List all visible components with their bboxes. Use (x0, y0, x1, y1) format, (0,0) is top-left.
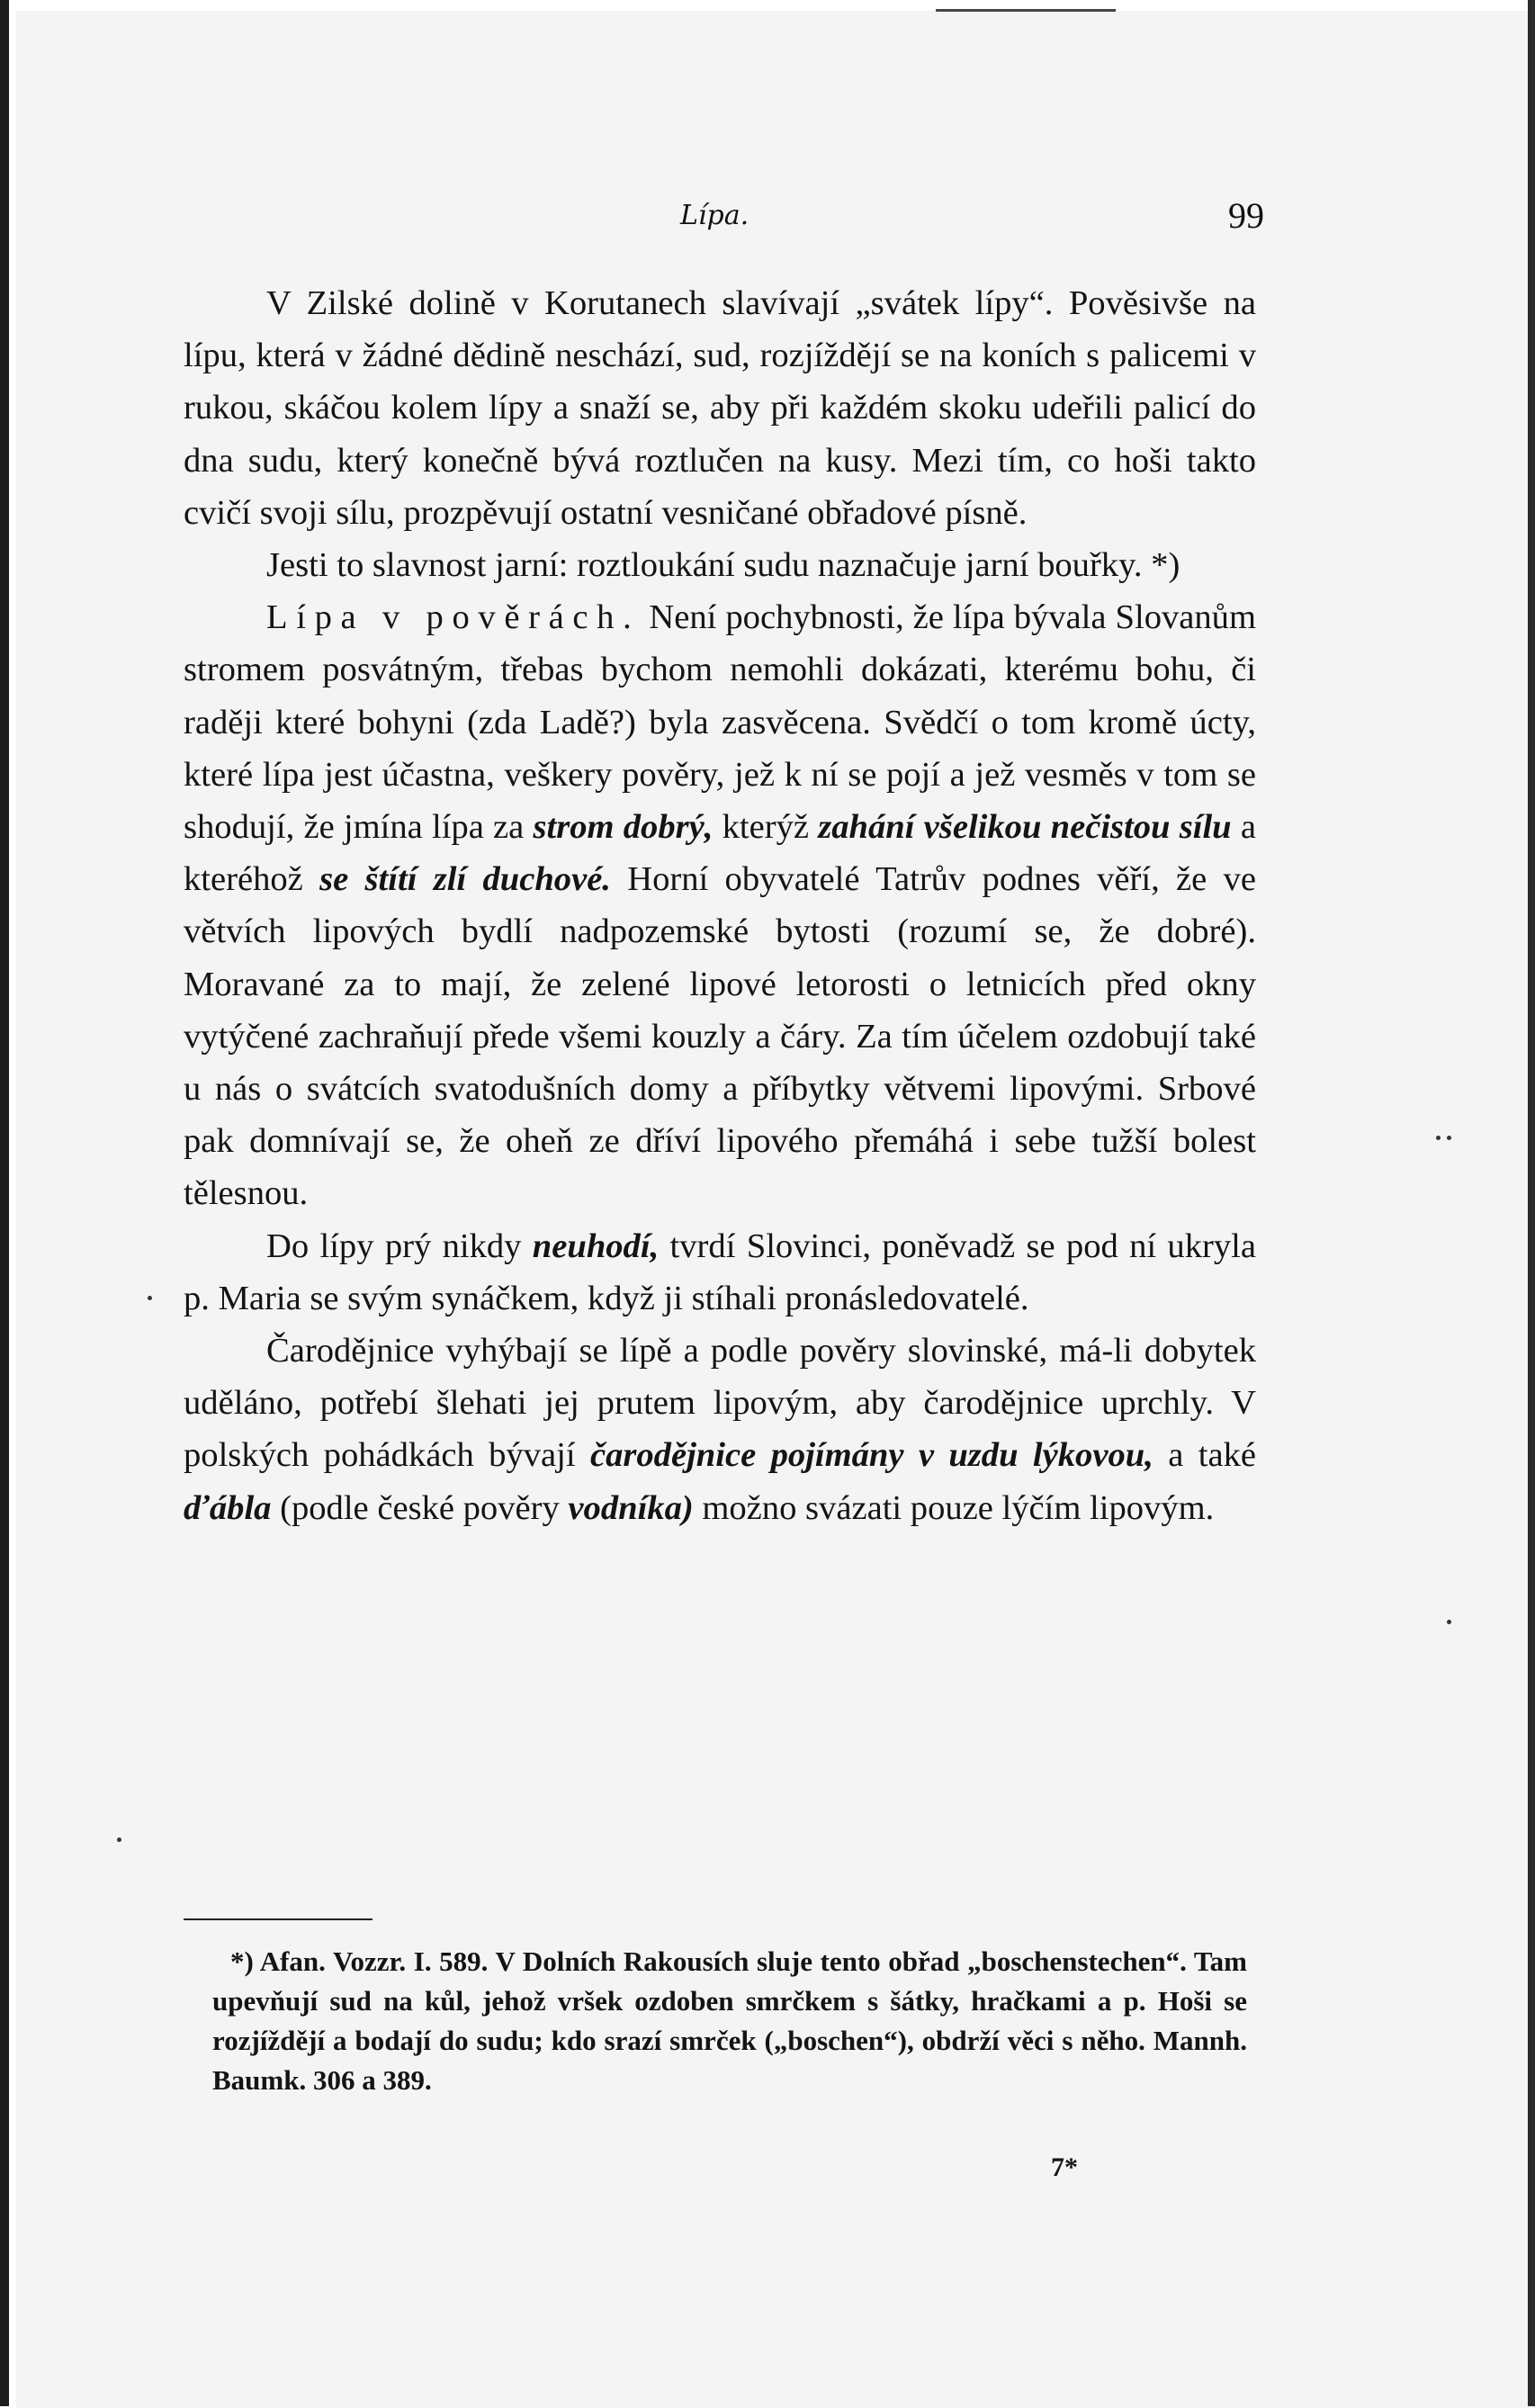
text-run: (podle české pověry (280, 1488, 560, 1527)
text-run: Není pochybnosti, že lípa bývala Slovanům stromem posvátným, třebas bychom nemohli dokázati, kterému bohu, či raději které bohyni (zda Ladě?) byla zasvěcena. Svědčí o tom kromě úcty, které lípa jest účastna, veškery pověry, jež k ní se pojí a jež vesměs v tom se shodují, že jmína lípa za (184, 598, 1256, 847)
italic-run: čarodějnice pojímány v uzdu lýkovou, (589, 1436, 1153, 1475)
text-run: a kteréhož (184, 808, 1256, 899)
text-run: a také (1168, 1436, 1256, 1475)
footnote-rule (184, 1918, 373, 1920)
section-heading: Lípa v pověrách. (266, 598, 641, 637)
scan-left-edge (0, 0, 9, 2406)
paragraph-1: V Zilské dolině v Korutanech slavívají „svátek lípy“. Pověsivše na lípu, která v žádné dědině neschází, sud, rozjíždějí se na koních s palicemi v rukou, skáčou kolem lípy a snaží se, aby při každém skoku udeřili palicí do dna sudu, který konečně bývá roztlučen na kusy. Mezi tím, co hoši takto cvičí svoji sílu, prozpěvují ostatní vesničané obřadové písně. (184, 284, 1256, 532)
scan-speck (148, 1296, 152, 1300)
text-run: kterýž (722, 808, 810, 847)
paragraph-4 (184, 1220, 1256, 1325)
page-number: 99 (1228, 195, 1264, 236)
scan-right-edge (1528, 0, 1535, 2406)
scan-speck (1447, 1136, 1451, 1140)
scan-top-edge-mark (936, 9, 1116, 12)
paragraph-2: Jesti to slavnost jarní: roztloukání sudu naznačuje jarní bouřky. *) (266, 546, 1180, 585)
scan-speck (1436, 1136, 1441, 1140)
footnote: *) Afan. Vozzr. I. 589. V Dolních Rakousích sluje tento obřad „boschenstechen“. Tam upevňují sud na kůl, jehož vršek ozdoben smrčkem s šátky, hračkami a p. Hoši se rozjíždějí a bodají do sudu; kdo srazí smrček („boschen“), obdrží věci s něho. Mannh. Baumk. 306 a 389. (212, 1945, 1247, 2096)
text-run: Horní obyvatelé Tatrův podnes věří, že ve větvích lipových bydlí nadpozemské bytosti (rozumí se, že dobré). Moravané za to mají, že zelené lipové letorosti o letnicích před okny vytýčené zachraňují přede všemi kouzly a čáry. Za tím účelem ozdobují také u nás o svátcích svatodušních domy a příbytky větvemi lipovými. Srbové pak domnívají se, že oheň ze dříví lipového přemáhá i sebe tužší bolest tělesnou. (184, 860, 1256, 1213)
paragraph-3 (184, 591, 1256, 1219)
scan-speck (1447, 1620, 1451, 1624)
scan-top-margin (0, 0, 1535, 7)
italic-run: strom dobrý, (533, 808, 714, 847)
text-run: Čarodějnice vyhýbají se lípě a podle pověry slovinské, má-li dobytek uděláno, potřebí šlehati jej prutem lipovým, aby čarodějnice uprchly. V polských pohádkách bývají (184, 1332, 1256, 1475)
running-title: Lípa. (680, 200, 750, 231)
signature-mark: 7* (1051, 2152, 1078, 2182)
page-header (180, 189, 1264, 243)
body-text (184, 277, 1256, 1534)
italic-run: zahání všelikou nečistou sílu (818, 808, 1232, 847)
italic-run: neuhodí, (532, 1226, 660, 1265)
paragraph-5 (184, 1325, 1256, 1534)
italic-run: ďábla (184, 1488, 272, 1527)
scan-speck (117, 1837, 121, 1842)
text-run: tvrdí Slovinci, poněvadž se pod ní ukryla p. Maria se svým synáčkem, když ji stíhali pronásledovatelé. (184, 1226, 1256, 1317)
italic-run: vodníka) (568, 1488, 694, 1527)
italic-run: se štítí zlí duchové. (319, 860, 611, 899)
text-run: Do lípy prý nikdy (266, 1226, 522, 1265)
text-run: možno svázati pouze lýčím lipovým. (702, 1488, 1215, 1527)
